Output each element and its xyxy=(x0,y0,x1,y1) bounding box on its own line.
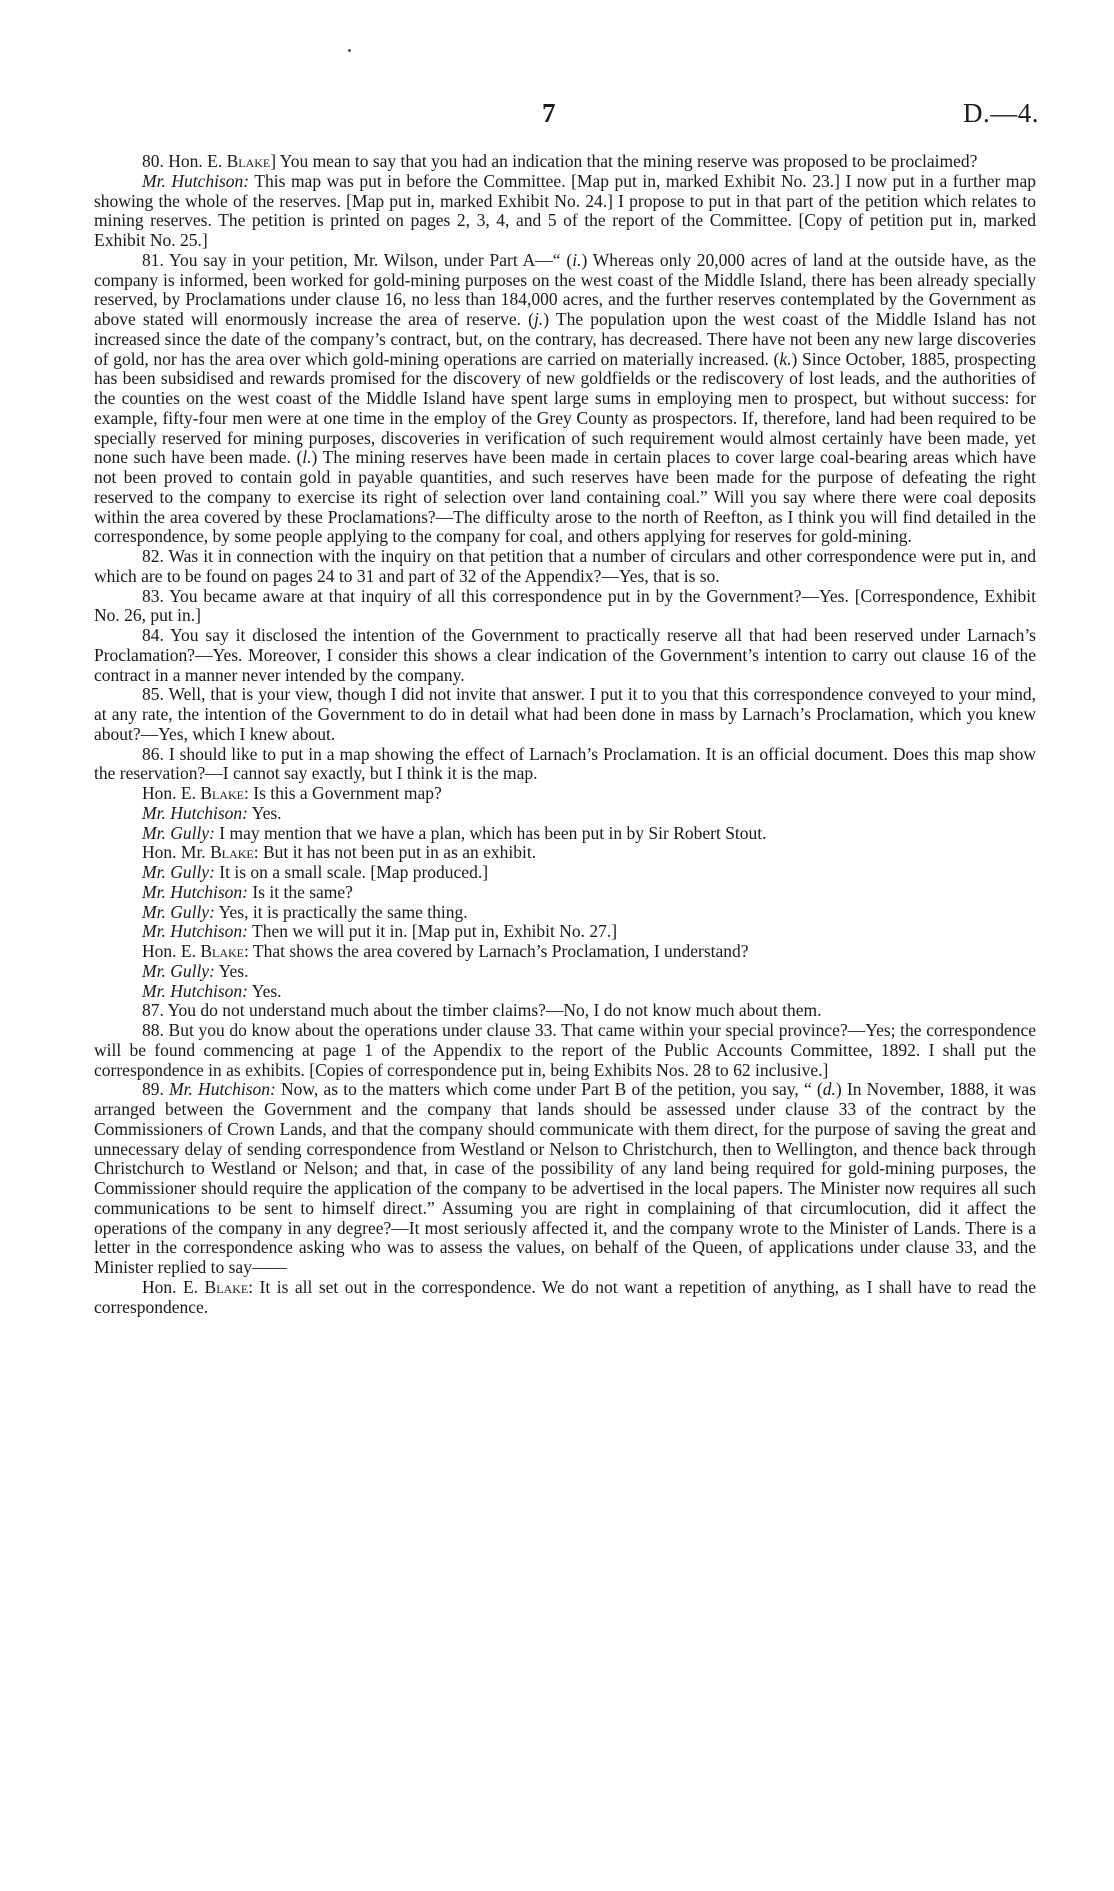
paragraph-83: 83. You became aware at that inquiry of all this correspondence put in by the Government?—Yes. [Correspondence, Exhibit No. 26, put in.] xyxy=(94,585,1036,626)
dialog-line: Mr. Gully: It is on a small scale. [Map produced.] xyxy=(142,862,489,882)
dialog-line: Hon. E. Blake: Is this a Government map? xyxy=(142,783,442,803)
paragraph-82: 82. Was it in connection with the inquiry on that petition that a number of circulars and other correspondence were put in, and which are to be found on pages 24 to 31 and part of 32 of the Appendix?—Yes, that is so. xyxy=(94,546,1036,586)
paragraph-80: 80. Hon. E. Blake] You mean to say that you had an indication that the mining reserve was proposed to be proclaimed? xyxy=(142,151,978,171)
dialog-line: Mr. Hutchison: Then we will put it in. [Map put in, Exhibit No. 27.] xyxy=(142,921,618,942)
dialog-line: Mr. Gully: Yes. xyxy=(142,960,249,981)
closing-remark: Hon. E. Blake: It is all set out in the correspondence. We do not want a repetition of anything, as I shall have to read the correspondence. xyxy=(94,1276,1037,1317)
paragraph-86: 86. I should like to put in a map showing the effect of Larnach’s Proclamation. It is an official document. Does this map show the reservation?—I cannot say exactly, but I think it is the map. xyxy=(94,743,1036,784)
dialog-line: Hon. E. Blake: That shows the area covered by Larnach’s Proclamation, I understand? xyxy=(142,941,749,961)
dialog-line: Mr. Gully: Yes, it is practically the same thing. xyxy=(142,901,468,922)
paragraph-87: 87. You do not understand much about the timber claims?—No, I do not know much about them. xyxy=(142,1000,822,1021)
stray-mark xyxy=(348,49,351,52)
dialog-line: Mr. Gully: I may mention that we have a plan, which has been put in by Sir Robert Stout. xyxy=(142,822,767,843)
paragraph-80-answer: Mr. Hutchison: This map was put in before the Committee. [Map put in, marked Exhibit No. 23.] I now put in a further map showing the whole of the reserves. [Map put in, marked Exhibit No. 24.] I propose to put in that part of the petition which relates to mining reserves. The petition is printed on pages 2, 3, 4, and 5 of the report of the Committee. [Copy of petition put in, marked Exhibit No. 25.] xyxy=(94,170,1036,250)
dialog-line: Mr. Hutchison: Yes. xyxy=(142,980,282,1001)
paragraph-85: 85. Well, that is your view, though I did not invite that answer. I put it to you that this correspondence conveyed to your mind, at any rate, the intention of the Government to do in detail what had been done in mass by Larnach’s Proclamation, which you knew about?—Yes, which I knew about. xyxy=(94,684,1036,744)
dialog-line: Hon. Mr. Blake: But it has not been put in as an exhibit. xyxy=(142,842,537,863)
dialog-block xyxy=(94,784,1036,1001)
paragraph-89: 89. Mr. Hutchison: Now, as to the matters which come under Part B of the petition, you say, “ (d.) In November, 1888, it was arranged between the Government and the company that lands should be assessed under clause 33 of the contract by the Commissioners of Crown Lands, and that the company should communicate with them direct, for the purpose of saving the great and unnecessary delay of sending correspondence from Westland or Nelson to Christchurch, then to Wellington, and thence back through Christchurch to Westland or Nelson; and that, in case of the possibility of any land being required for gold-mining purposes, the Commissioner should require the application of the company to be advertised in the local papers. The Minister now requires all such communications to be sent to himself direct.” Assuming you are right in complaining of that circumlocution, did it affect the operations of the company in any degree?—It most seriously affected it, and the company wrote to the Minister of Lands. There is a letter in the correspondence asking who was to assess the values, on behalf of the Queen, of applications under clause 33, and the Minister replied to say—— xyxy=(94,1079,1037,1277)
dialog-line: Mr. Hutchison: Is it the same? xyxy=(142,881,353,902)
paragraph-88: 88. But you do know about the operations under clause 33. That came within your special province?—Yes; the correspondence will be found commencing at page 1 of the Appendix to the report of the Public Accounts Committee, 1892. I shall put the correspondence in as exhibits. [Copies of correspondence put in, being Exhibits Nos. 28 to 62 inclusive.] xyxy=(94,1020,1036,1080)
dialog-line: Mr. Hutchison: Yes. xyxy=(142,802,282,823)
paragraph-81: 81. You say in your petition, Mr. Wilson, under Part A—“ (i.) Whereas only 20,000 acres of land at the outside have, as the company is informed, been worked for gold-mining purposes on the west coast of the Middle Island, there has been already specially reserved, by Proclamations under clause 16, no less than 184,000 acres, and the further reserves contemplated by the Government as above stated will enormously increase the area of reserve. (j.) The population upon the west coast of the Middle Island has not increased since the date of the company’s contract, but, on the contrary, has decreased. There have not been any new large discoveries of gold, nor has the area over which gold-mining operations are carried on materially increased. (k.) Since October, 1885, prospecting has been subsidised and rewards promised for the discovery of new goldfields or the rediscovery of lost leads, and the authorities of the counties on the west coast of the Middle Island have spent large sums in employing men to prospect, but without success: for example, fifty-four men were at one time in the employ of the Grey County as prospectors. If, therefore, land had been required to be specially reserved for mining purposes, discoveries in verification of such requirement would almost certainly have been made, yet none such have been made. (l.) The mining reserves have been made in certain places to cover large coal-bearing areas which have not been proved to contain gold in payable quantities, and such reserves have been made for the purpose of defeating the right reserved to the company to exercise its right of selection over land containing coal.” Will you say where there were coal deposits within the area covered by these Proclamations?—The difficulty arose to the north of Reefton, as I think you will find detailed in the correspondence, by some people applying to the company for coal, and others applying for reserves for gold-mining. xyxy=(94,249,1037,547)
transcript-body xyxy=(94,152,1036,1317)
page-number: 7 xyxy=(542,98,556,128)
paragraph-84: 84. You say it disclosed the intention of the Government to practically reserve all that had been reserved under Larnach’s Proclamation?—Yes. Moreover, I consider this shows a clear indication of the Government’s intention to carry out clause 16 of the contract in a manner never intended by the company. xyxy=(94,625,1036,685)
document-reference: D.—4. xyxy=(963,98,1039,128)
